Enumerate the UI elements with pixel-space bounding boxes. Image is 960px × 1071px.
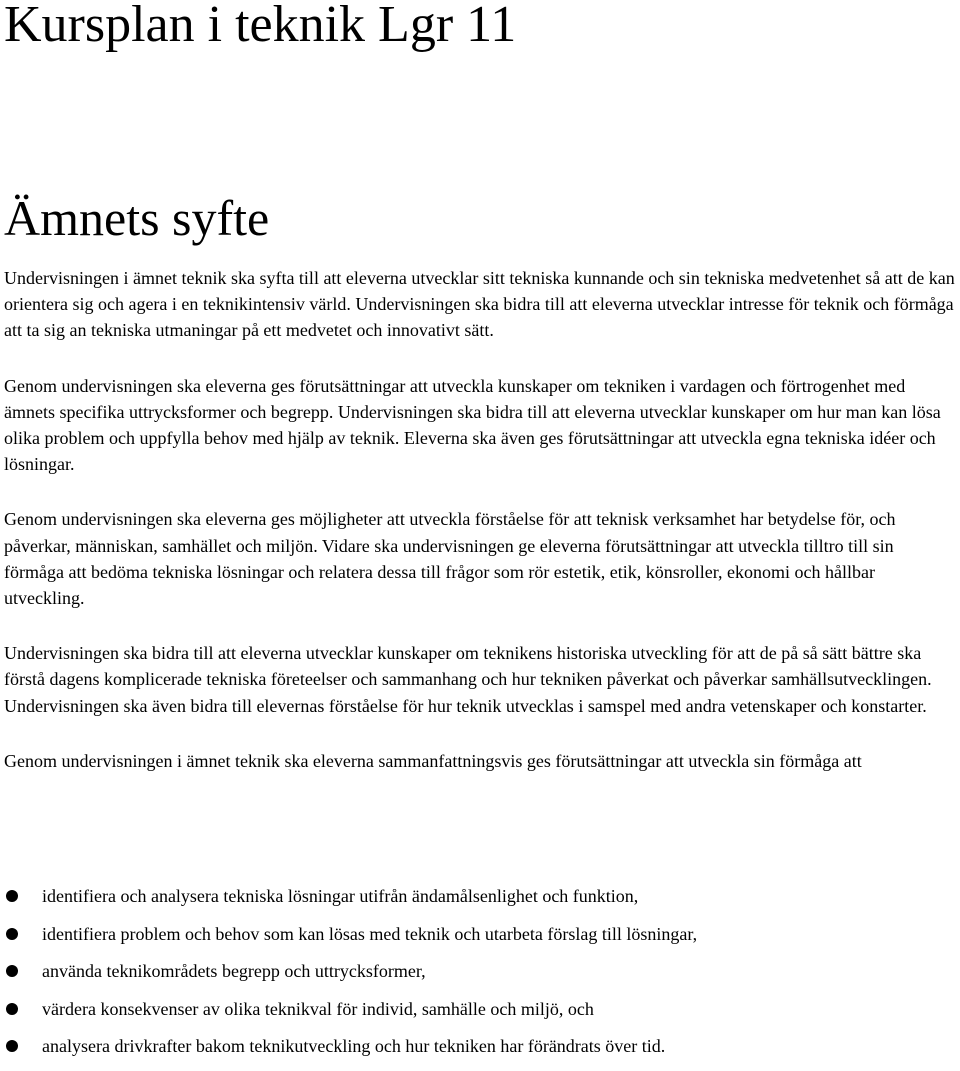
bullet-icon <box>6 1003 18 1015</box>
bullet-icon <box>6 965 18 977</box>
document-title: Kursplan i teknik Lgr 11 <box>4 0 517 53</box>
section-heading: Ämnets syfte <box>4 190 270 246</box>
list-item-text: värdera konsekvenser av olika teknikval för individ, samhälle och miljö, och <box>42 998 594 1019</box>
list-item-text: analysera drivkrafter bakom teknikutveckling och hur tekniken har förändrats över tid. <box>42 1036 666 1056</box>
list-item-text: identifiera problem och behov som kan lösas med teknik och utarbeta förslag till lösningar, <box>42 923 698 944</box>
list-item-text: använda teknikområdets begrepp och uttrycksformer, <box>42 961 426 981</box>
list-item-text: identifiera och analysera tekniska lösningar utifrån ändamålsenlighet och funktion, <box>42 886 639 906</box>
list-item <box>4 921 956 959</box>
body-text <box>4 265 956 803</box>
list-item <box>4 883 956 921</box>
list-item <box>4 996 956 1034</box>
bullet-icon <box>6 1040 18 1052</box>
paragraph: Genom undervisningen ska eleverna ges möjligheter att utveckla förståelse för att teknisk verksamhet har betydelse för, och påverkar, människan, samhället och miljön. Vidare ska undervisningen ge eleverna förutsättningar att utveckla tilltro till sin förmåga att bedöma tekniska lösningar och relatera dessa till frågor som rör estetik, etik, könsroller, ekonomi och hållbar utveckling. <box>4 509 896 609</box>
bullet-list <box>4 883 956 1071</box>
bullet-icon <box>6 928 18 940</box>
bullet-icon <box>6 890 18 902</box>
paragraph: Genom undervisningen ska eleverna ges förutsättningar att utveckla kunskaper om tekniken i vardagen och förtrogenhet med ämnets specifika uttrycksformer och begrepp. Undervisningen ska bidra till att eleverna utvecklar kunskaper om hur man kan lösa olika problem och uppfylla behov med hjälp av teknik. Eleverna ska även ges förutsättningar att utveckla egna tekniska idéer och lösningar. <box>4 375 941 475</box>
list-item <box>4 958 956 996</box>
paragraph: Undervisningen ska bidra till att eleverna utvecklar kunskaper om teknikens historiska utveckling för att de på så sätt bättre ska förstå dagens komplicerade tekniska företeelser och sammanhang och hur tekniken påverkat och påverkar samhällsutvecklingen. Undervisningen ska även bidra till elevernas förståelse för hur teknik utvecklas i samspel med andra vetenskaper och konstarter. <box>4 643 932 716</box>
paragraph: Undervisningen i ämnet teknik ska syfta till att eleverna utvecklar sitt tekniska kunnande och sin tekniska medvetenhet så att de kan orientera sig och agera i en teknikintensiv värld. Undervisningen ska bidra till att eleverna utvecklar intresse för teknik och förmåga att ta sig an tekniska utmaningar på ett medvetet och innovativt sätt. <box>4 268 955 341</box>
paragraph: Genom undervisningen i ämnet teknik ska eleverna sammanfattningsvis ges förutsättningar att utveckla sin förmåga att <box>4 750 862 771</box>
list-item <box>4 1033 956 1071</box>
